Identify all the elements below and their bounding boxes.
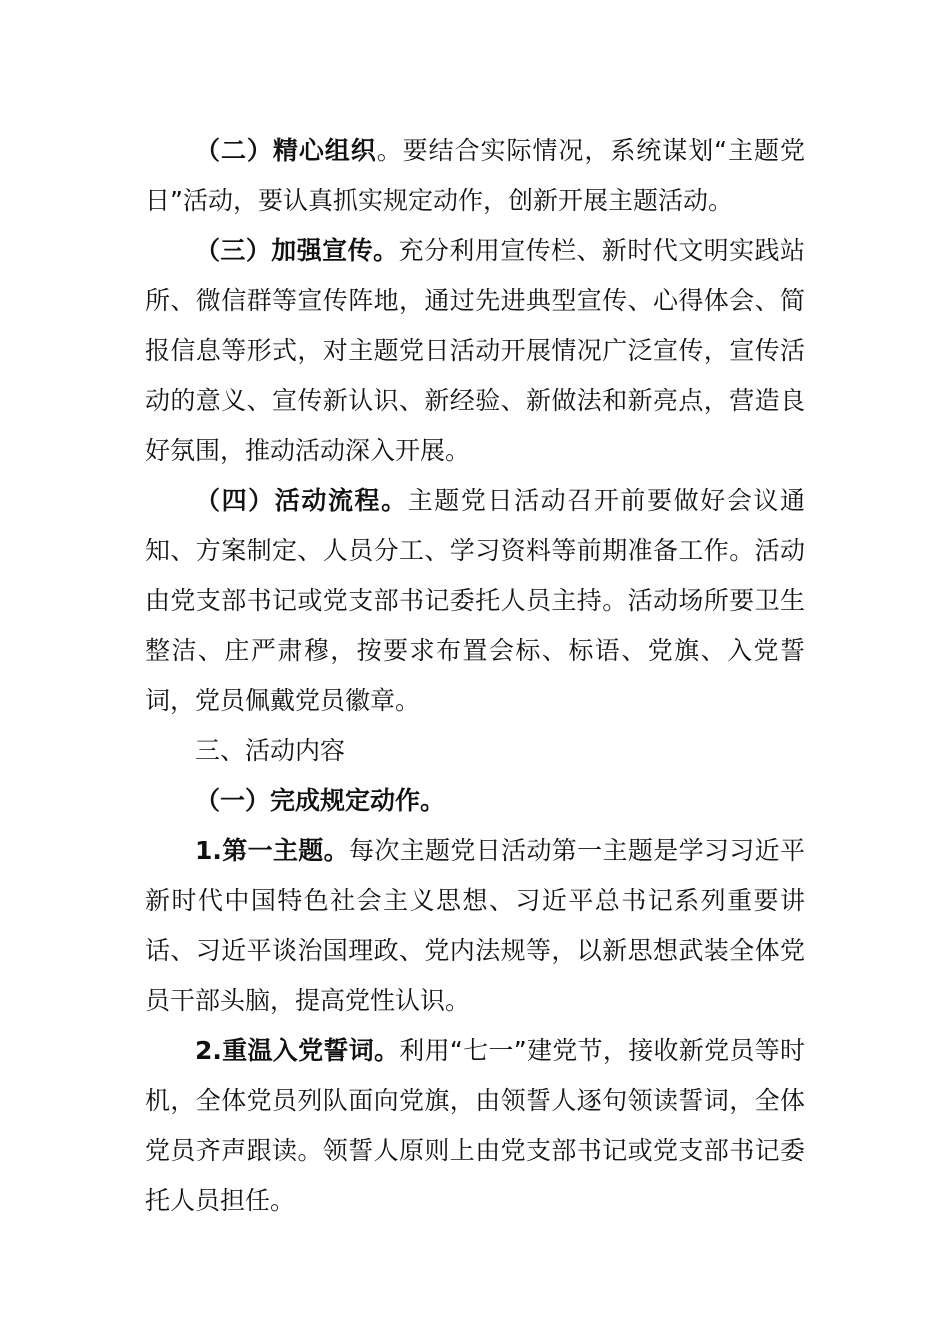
- heading-oath: 2.重温入党誓词。: [195, 1036, 400, 1065]
- paragraph-oath: [145, 1026, 805, 1226]
- document-body: [145, 126, 805, 1226]
- body-publicity: 充分利用宣传栏、新时代文明实践站所、微信群等宣传阵地，通过先进典型宣传、心得体会、简报信息等形式，对主题党日活动开展情况广泛宣传，宣传活动的意义、宣传新认识、新经验、新做法和新亮点，营造良好氛围，推动活动深入开展。: [145, 236, 805, 465]
- paragraph-organize: [145, 126, 805, 226]
- heading-first-theme: 1.第一主题。: [195, 836, 349, 865]
- heading-publicity: （三）加强宣传。: [195, 236, 399, 265]
- subheading-required-actions: [145, 776, 805, 826]
- subheading-required-actions-text: （一）完成规定动作。: [195, 786, 446, 815]
- body-first-theme: 每次主题党日活动第一主题是学习习近平新时代中国特色社会主义思想、习近平总书记系列重要讲话、习近平谈治国理政、党内法规等，以新思想武装全体党员干部头脑，提高党性认识。: [145, 836, 805, 1015]
- body-process: 主题党日活动召开前要做好会议通知、方案制定、人员分工、学习资料等前期准备工作。活动由党支部书记或党支部书记委托人员主持。活动场所要卫生整洁、庄严肃穆，按要求布置会标、标语、党旗、入党誓词，党员佩戴党员徽章。: [145, 486, 805, 715]
- heading-process: （四）活动流程。: [195, 486, 408, 515]
- body-oath: 利用“七一”建党节，接收新党员等时机，全体党员列队面向党旗，由领誓人逐句领读誓词，全体党员齐声跟读。领誓人原则上由党支部书记或党支部书记委托人员担任。: [145, 1036, 805, 1215]
- paragraph-publicity: [145, 226, 805, 476]
- body-organize: 。要结合实际情况，系统谋划“主题党日”活动，要认真抓实规定动作，创新开展主题活动。: [145, 136, 805, 215]
- section-heading-text: 三、活动内容: [195, 736, 346, 765]
- paragraph-first-theme: [145, 826, 805, 1026]
- paragraph-process: [145, 476, 805, 726]
- heading-organize: （二）精心组织: [195, 136, 377, 165]
- section-heading-activity-content: [145, 726, 805, 776]
